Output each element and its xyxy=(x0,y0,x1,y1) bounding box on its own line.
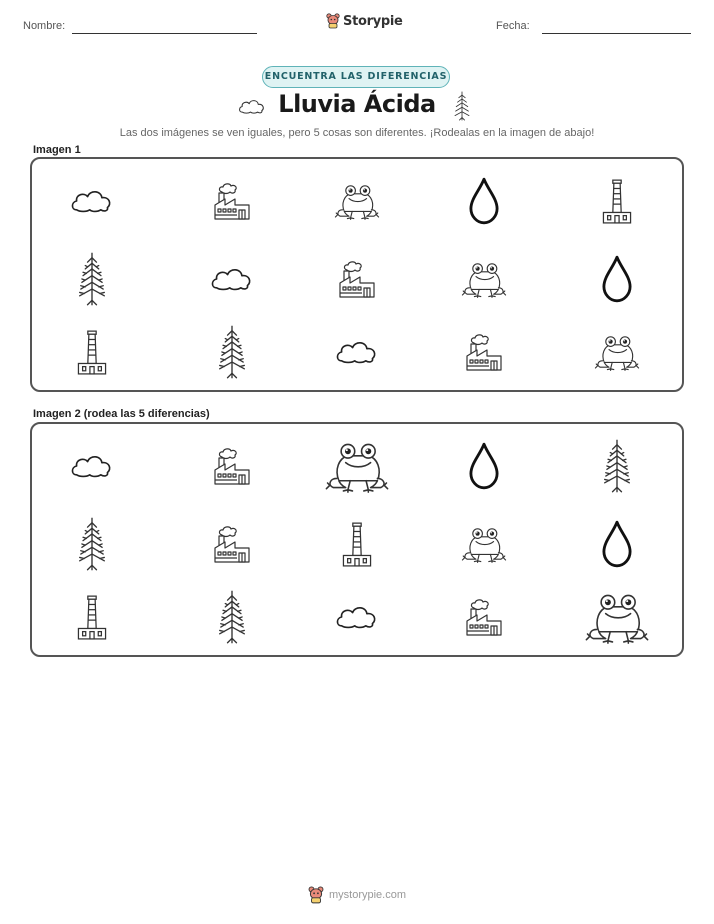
footer xyxy=(0,886,714,904)
image1-drop-icon xyxy=(600,255,634,303)
image2-factory-icon[interactable] xyxy=(464,593,504,641)
image2-drop-icon[interactable] xyxy=(467,442,501,490)
image2-label: Imagen 2 (rodea las 5 diferencias) xyxy=(33,408,210,420)
image2-tree-icon[interactable] xyxy=(73,516,111,572)
image1-factory-icon xyxy=(337,255,377,303)
image1-cloud-icon xyxy=(70,187,114,215)
image2-frog-icon[interactable] xyxy=(583,585,651,649)
image2-chimney-icon[interactable] xyxy=(76,593,108,641)
image1-tree-icon xyxy=(73,251,111,307)
image2-drop-icon[interactable] xyxy=(600,520,634,568)
storypie-mascot-icon xyxy=(308,886,324,904)
image2-chimney-icon[interactable] xyxy=(341,520,373,568)
image2-tree-icon[interactable] xyxy=(213,589,251,645)
name-label: Nombre: xyxy=(23,20,66,32)
image2-tree-icon[interactable] xyxy=(598,438,636,494)
image1-drop-icon xyxy=(467,177,501,225)
image1-panel xyxy=(30,157,684,392)
image1-chimney-icon xyxy=(76,328,108,376)
image1-factory-icon xyxy=(464,328,504,376)
image2-factory-icon[interactable] xyxy=(212,442,252,490)
brand-logo xyxy=(326,13,403,29)
image1-tree-icon xyxy=(213,324,251,380)
activity-badge: ENCUENTRA LAS DIFERENCIAS xyxy=(262,66,450,88)
image1-frog-icon xyxy=(593,330,641,374)
image2-cloud-icon[interactable] xyxy=(70,452,114,480)
image1-frog-icon xyxy=(333,179,381,223)
image1-cloud-icon xyxy=(210,265,254,293)
image1-frog-icon xyxy=(460,257,508,301)
title-tree-icon xyxy=(452,90,472,122)
brand-name: Storypie xyxy=(343,13,403,29)
image1-cloud-icon xyxy=(335,338,379,366)
image1-chimney-icon xyxy=(601,177,633,225)
date-field[interactable] xyxy=(542,33,691,34)
footer-url: mystorypie.com xyxy=(328,889,407,901)
image1-label: Imagen 1 xyxy=(33,144,81,156)
page-title: Lluvia Ácida xyxy=(278,90,436,118)
date-label: Fecha: xyxy=(496,20,530,32)
name-field[interactable] xyxy=(72,33,257,34)
image2-frog-icon[interactable] xyxy=(460,522,508,566)
image2-factory-icon[interactable] xyxy=(212,520,252,568)
image2-cloud-icon[interactable] xyxy=(335,603,379,631)
image1-factory-icon xyxy=(212,177,252,225)
image2-frog-icon[interactable] xyxy=(323,434,391,498)
image2-panel[interactable] xyxy=(30,422,684,657)
storypie-mascot-icon xyxy=(326,13,340,29)
instructions: Las dos imágenes se ven iguales, pero 5 cosas son diferentes. ¡Rodealas en la imagen de abajo! xyxy=(119,127,595,139)
